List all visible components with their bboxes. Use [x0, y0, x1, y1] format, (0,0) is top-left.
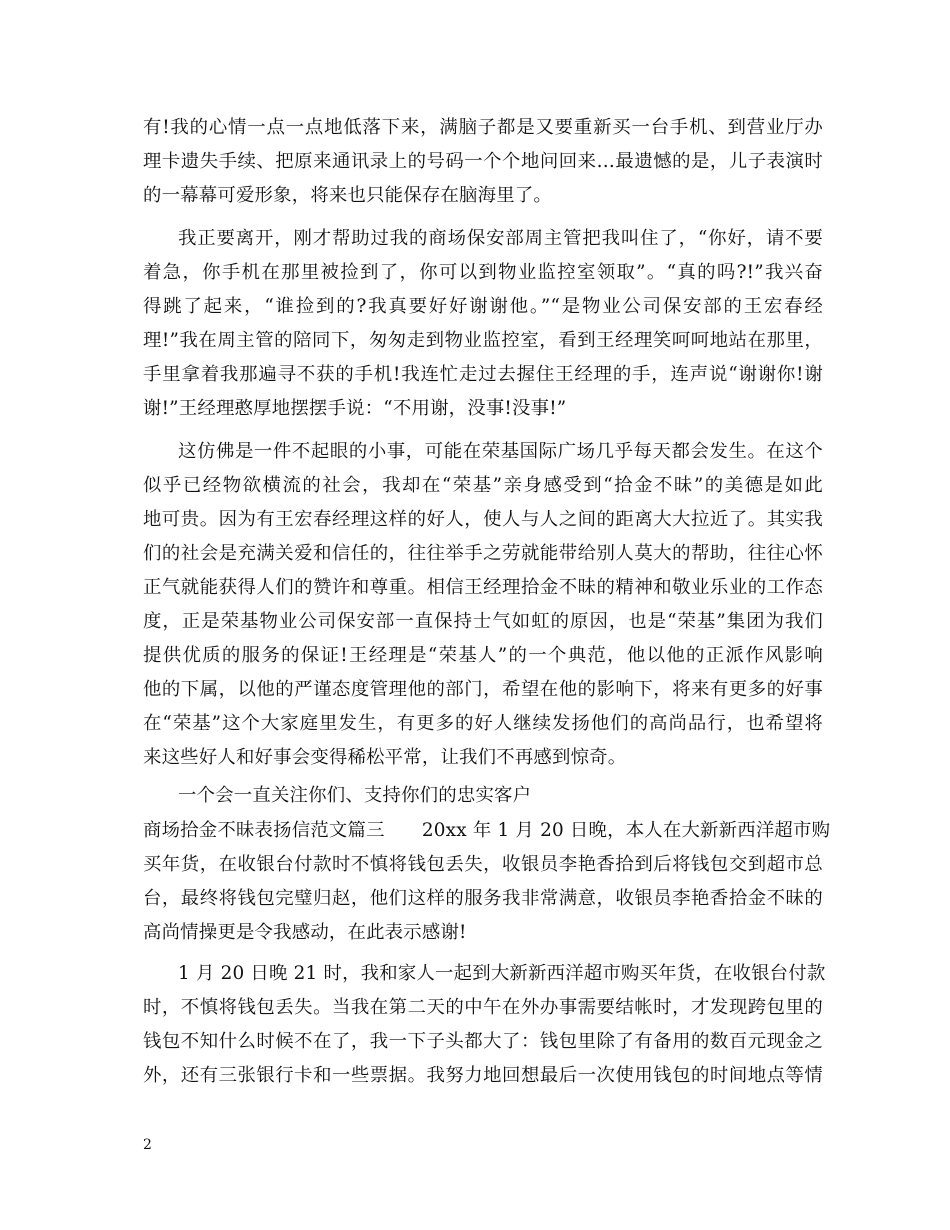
paragraph-line: 理!”我在周主管的陪同下，匆匆走到物业监控室，看到王经理笑呵呵地站在那里，	[143, 330, 823, 351]
paragraph-line: 高尚情操更是令我感动，在此表示感谢!	[143, 922, 467, 943]
paragraph-line: 们的社会是充满关爱和信任的，往往举手之劳就能带给别人莫大的帮助，往往心怀	[143, 543, 823, 564]
paragraph-line: 谢!”王经理憨厚地摆摆手说：“不用谢，没事!没事!”	[143, 398, 567, 419]
paragraph-line: 我正要离开，刚才帮助过我的商场保安部周主管把我叫住了，“你好，请不要	[178, 228, 823, 249]
paragraph-line: 他的下属，以他的严谨态度管理他的部门，希望在他的影响下，将来有更多的好事	[143, 679, 823, 700]
paragraph-line: 来这些好人和好事会变得稀松平常，让我们不再感到惊奇。	[143, 747, 627, 768]
paragraph-line: 理卡遗失手续、把原来通讯录上的号码一个个地问回来…最遗憾的是，儿子表演时	[143, 151, 823, 172]
paragraph-line: 钱包不知什么时候不在了，我一下子头都大了：钱包里除了有备用的数百元现金之	[143, 1031, 823, 1052]
paragraph-line: 有!我的心情一点一点地低落下来，满脑子都是又要重新买一台手机、到营业厅办	[143, 117, 823, 138]
closing-line: 一个会一直关注你们、支持你们的忠实客户	[178, 785, 532, 806]
paragraph-line: 度，正是荣基物业公司保安部一直保持士气如虹的原因，也是“荣基”集团为我们	[143, 611, 823, 632]
paragraph-line: 似乎已经物欲横流的社会，我却在“荣基”亲身感受到“拾金不昧”的美德是如此	[143, 475, 823, 496]
paragraph-line: 正气就能获得人们的赞许和尊重。相信王经理拾金不昧的精神和敬业乐业的工作态	[143, 577, 823, 598]
paragraph-line: 买年货，在收银台付款时不慎将钱包丢失，收银员李艳香拾到后将钱包交到超市总	[143, 854, 823, 875]
paragraph-line: 时，不慎将钱包丢失。当我在第二天的中午在外办事需要结帐时，才发现跨包里的	[143, 997, 823, 1018]
paragraph-line: 手里拿着我那遍寻不获的手机!我连忙走过去握住王经理的手，连声说“谢谢你!谢	[143, 364, 823, 385]
paragraph-line: 在“荣基”这个大家庭里发生，有更多的好人继续发扬他们的高尚品行，也希望将	[143, 713, 823, 734]
paragraph-line: 的一幕幕可爱形象，将来也只能保存在脑海里了。	[143, 185, 552, 206]
paragraph-line: 着急，你手机在那里被捡到了，你可以到物业监控室领取”。“真的吗?!”我兴奋	[143, 262, 823, 283]
page-number: 2	[143, 1137, 152, 1153]
paragraph-line: 这仿佛是一件不起眼的小事，可能在荣基国际广场几乎每天都会发生。在这个	[178, 441, 823, 462]
paragraph-line: 得跳了起来，“谁捡到的?我真要好好谢谢他。”“是物业公司保安部的王宏春经	[143, 296, 823, 317]
paragraph-line: 台，最终将钱包完璧归赵，他们这样的服务我非常满意，收银员李艳香拾金不昧的	[143, 888, 823, 909]
paragraph-line: 外，还有三张银行卡和一些票据。我努力地回想最后一次使用钱包的时间地点等情	[143, 1065, 823, 1086]
paragraph-line: 提供优质的服务的保证!王经理是“荣基人”的一个典范，他以他的正派作风影响	[143, 645, 823, 666]
paragraph-line: 1 月 20 日晚 21 时，我和家人一起到大新新西洋超市购买年货，在收银台付款	[178, 963, 826, 984]
paragraph-line: 地可贵。因为有王宏春经理这样的好人，使人与人之间的距离大大拉近了。其实我	[143, 509, 823, 530]
section-heading-line: 商场拾金不昧表扬信范文篇三 20xx 年 1 月 20 日晚，本人在大新新西洋超市购	[143, 820, 831, 841]
